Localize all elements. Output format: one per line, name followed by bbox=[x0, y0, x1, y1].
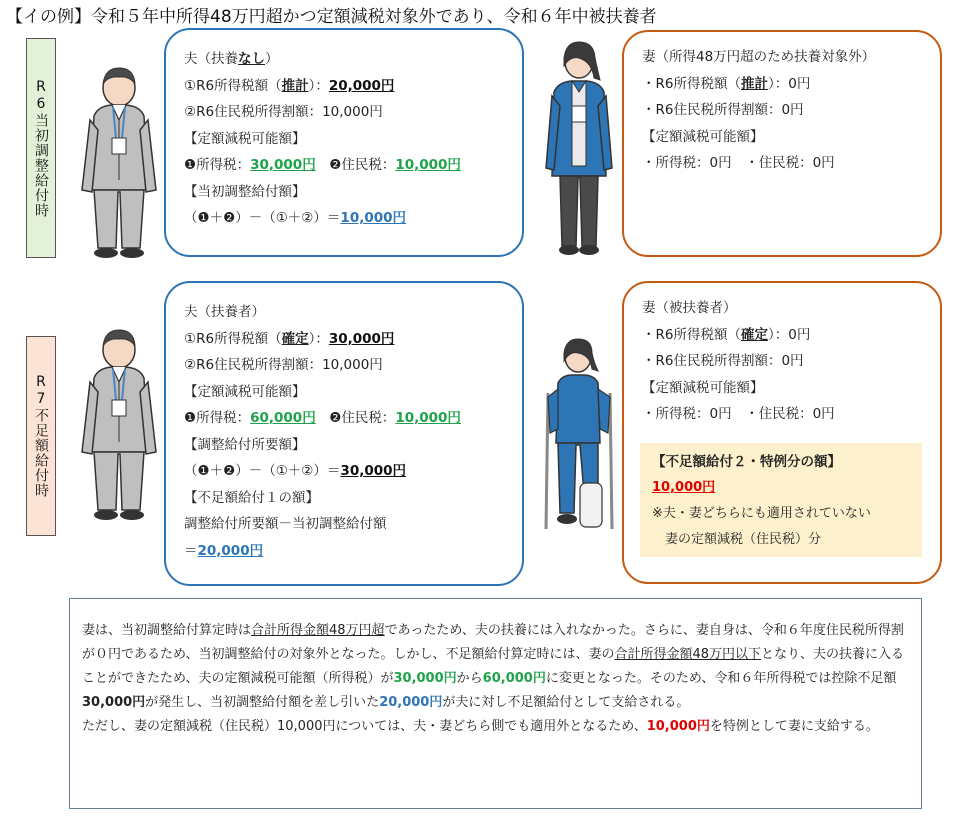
wife-r6-heading: 妻（所得48万円超のため扶養対象外） bbox=[642, 49, 876, 65]
wife-r7-income-tax: ・R6所得税額（確定）：0円 bbox=[642, 326, 811, 343]
r7-period-label: R7不足額給付時 bbox=[26, 336, 56, 536]
husband-illustration-r6 bbox=[78, 60, 160, 260]
husband-r6-heading: 夫（扶養なし） bbox=[184, 51, 279, 67]
wife-r7-resident-tax: ・R6住民税所得割額：0円 bbox=[642, 353, 804, 369]
husband-r6-initial-benefit-heading: 【当初調整給付額】 bbox=[184, 183, 306, 200]
wife-r6-resident-tax: ・R6住民税所得割額：0円 bbox=[642, 102, 804, 118]
wife-illustration-r6 bbox=[542, 36, 616, 258]
wife-r6-reducible-values: ・所得税：0円 ・住民税：0円 bbox=[642, 155, 835, 171]
wife-r7-reducible-heading: 【定額減税可能額】 bbox=[642, 379, 764, 396]
explanation-paragraph-1: 妻は、当初調整給付算定時は合計所得金額48万円超であったため、夫の扶養には入れなかった。さらに、妻自身は、令和６年度住民税所得割が０円であるため、当初調整給付の対象外となった。しかし、不足額給付算定時には、妻の合計所得金額48万円以下となり、夫の扶養に入ることができたため、夫の定額減税可能額（所得税）が30,000円から60,000円に変更となった。そのため、令和６年所得税では控除不足額30,000円が発生し、当初調整給付額を差し引いた20,000円が夫に対し不足額給付として支給される。 bbox=[82, 623, 905, 710]
husband-r6-reducible-heading: 【定額減税可能額】 bbox=[184, 130, 306, 147]
husband-r7-shortfall-formula: 調整給付所要額－当初調整給付額 bbox=[184, 516, 387, 532]
husband-r7-box bbox=[164, 281, 524, 586]
explanation-paragraph-2: ただし、妻の定額減税（住民税）10,000円については、夫・妻どちら側でも適用外となるため、10,000円を特例として妻に支給する。 bbox=[82, 719, 879, 734]
wife-r6-income-tax: ・R6所得税額（推計）：0円 bbox=[642, 75, 811, 92]
husband-r7-required-heading: 【調整給付所要額】 bbox=[184, 436, 306, 453]
husband-r6-income-tax-estimate: ①R6所得税額（推計）：20,000円 bbox=[184, 77, 395, 94]
special-benefit-amount: 10,000円 bbox=[652, 480, 716, 495]
wife-r7-reducible-values: ・所得税：0円 ・住民税：0円 bbox=[642, 406, 835, 422]
special-benefit-callout bbox=[640, 443, 922, 557]
husband-r7-resident-tax: ②R6住民税所得割額：10,000円 bbox=[184, 357, 383, 373]
husband-r6-box bbox=[164, 28, 524, 257]
husband-r7-reducible-heading: 【定額減税可能額】 bbox=[184, 383, 306, 400]
special-benefit-note-2: 妻の定額減税（住民税）分 bbox=[652, 532, 822, 547]
husband-r6-resident-tax: ②R6住民税所得割額：10,000円 bbox=[184, 104, 383, 120]
husband-r6-initial-benefit-formula: （❶＋❷）－（①＋②）＝10,000円 bbox=[184, 210, 407, 226]
husband-r7-heading: 夫（扶養者） bbox=[184, 304, 265, 320]
husband-r7-income-tax-confirmed: ①R6所得税額（確定）：30,000円 bbox=[184, 330, 395, 347]
special-benefit-title: 【不足額給付２・特例分の額】 bbox=[652, 454, 841, 470]
husband-r7-shortfall-result: ＝20,000円 bbox=[184, 542, 264, 559]
wife-crutches-illustration-r7 bbox=[540, 333, 618, 533]
wife-r6-box bbox=[622, 30, 942, 257]
husband-r7-reducible-values: ❶所得税：60,000円 ❷住民税：10,000円 bbox=[184, 410, 461, 426]
husband-r6-reducible-values: ❶所得税：30,000円 ❷住民税：10,000円 bbox=[184, 157, 461, 173]
special-benefit-note-1: ※夫・妻どちらにも適用されていない bbox=[652, 506, 871, 521]
husband-r7-required-formula: （❶＋❷）－（①＋②）＝30,000円 bbox=[184, 463, 407, 479]
husband-r7-shortfall-heading: 【不足額給付１の額】 bbox=[184, 489, 319, 506]
r6-period-label: R6当初調整給付時 bbox=[26, 38, 56, 258]
explanation-note bbox=[69, 598, 922, 809]
wife-r6-reducible-heading: 【定額減税可能額】 bbox=[642, 128, 764, 145]
page-title: 【イの例】令和５年中所得48万円超かつ定額減税対象外であり、令和６年中被扶養者 bbox=[6, 7, 657, 27]
husband-illustration-r7 bbox=[78, 322, 160, 522]
wife-r7-heading: 妻（被扶養者） bbox=[642, 300, 737, 316]
